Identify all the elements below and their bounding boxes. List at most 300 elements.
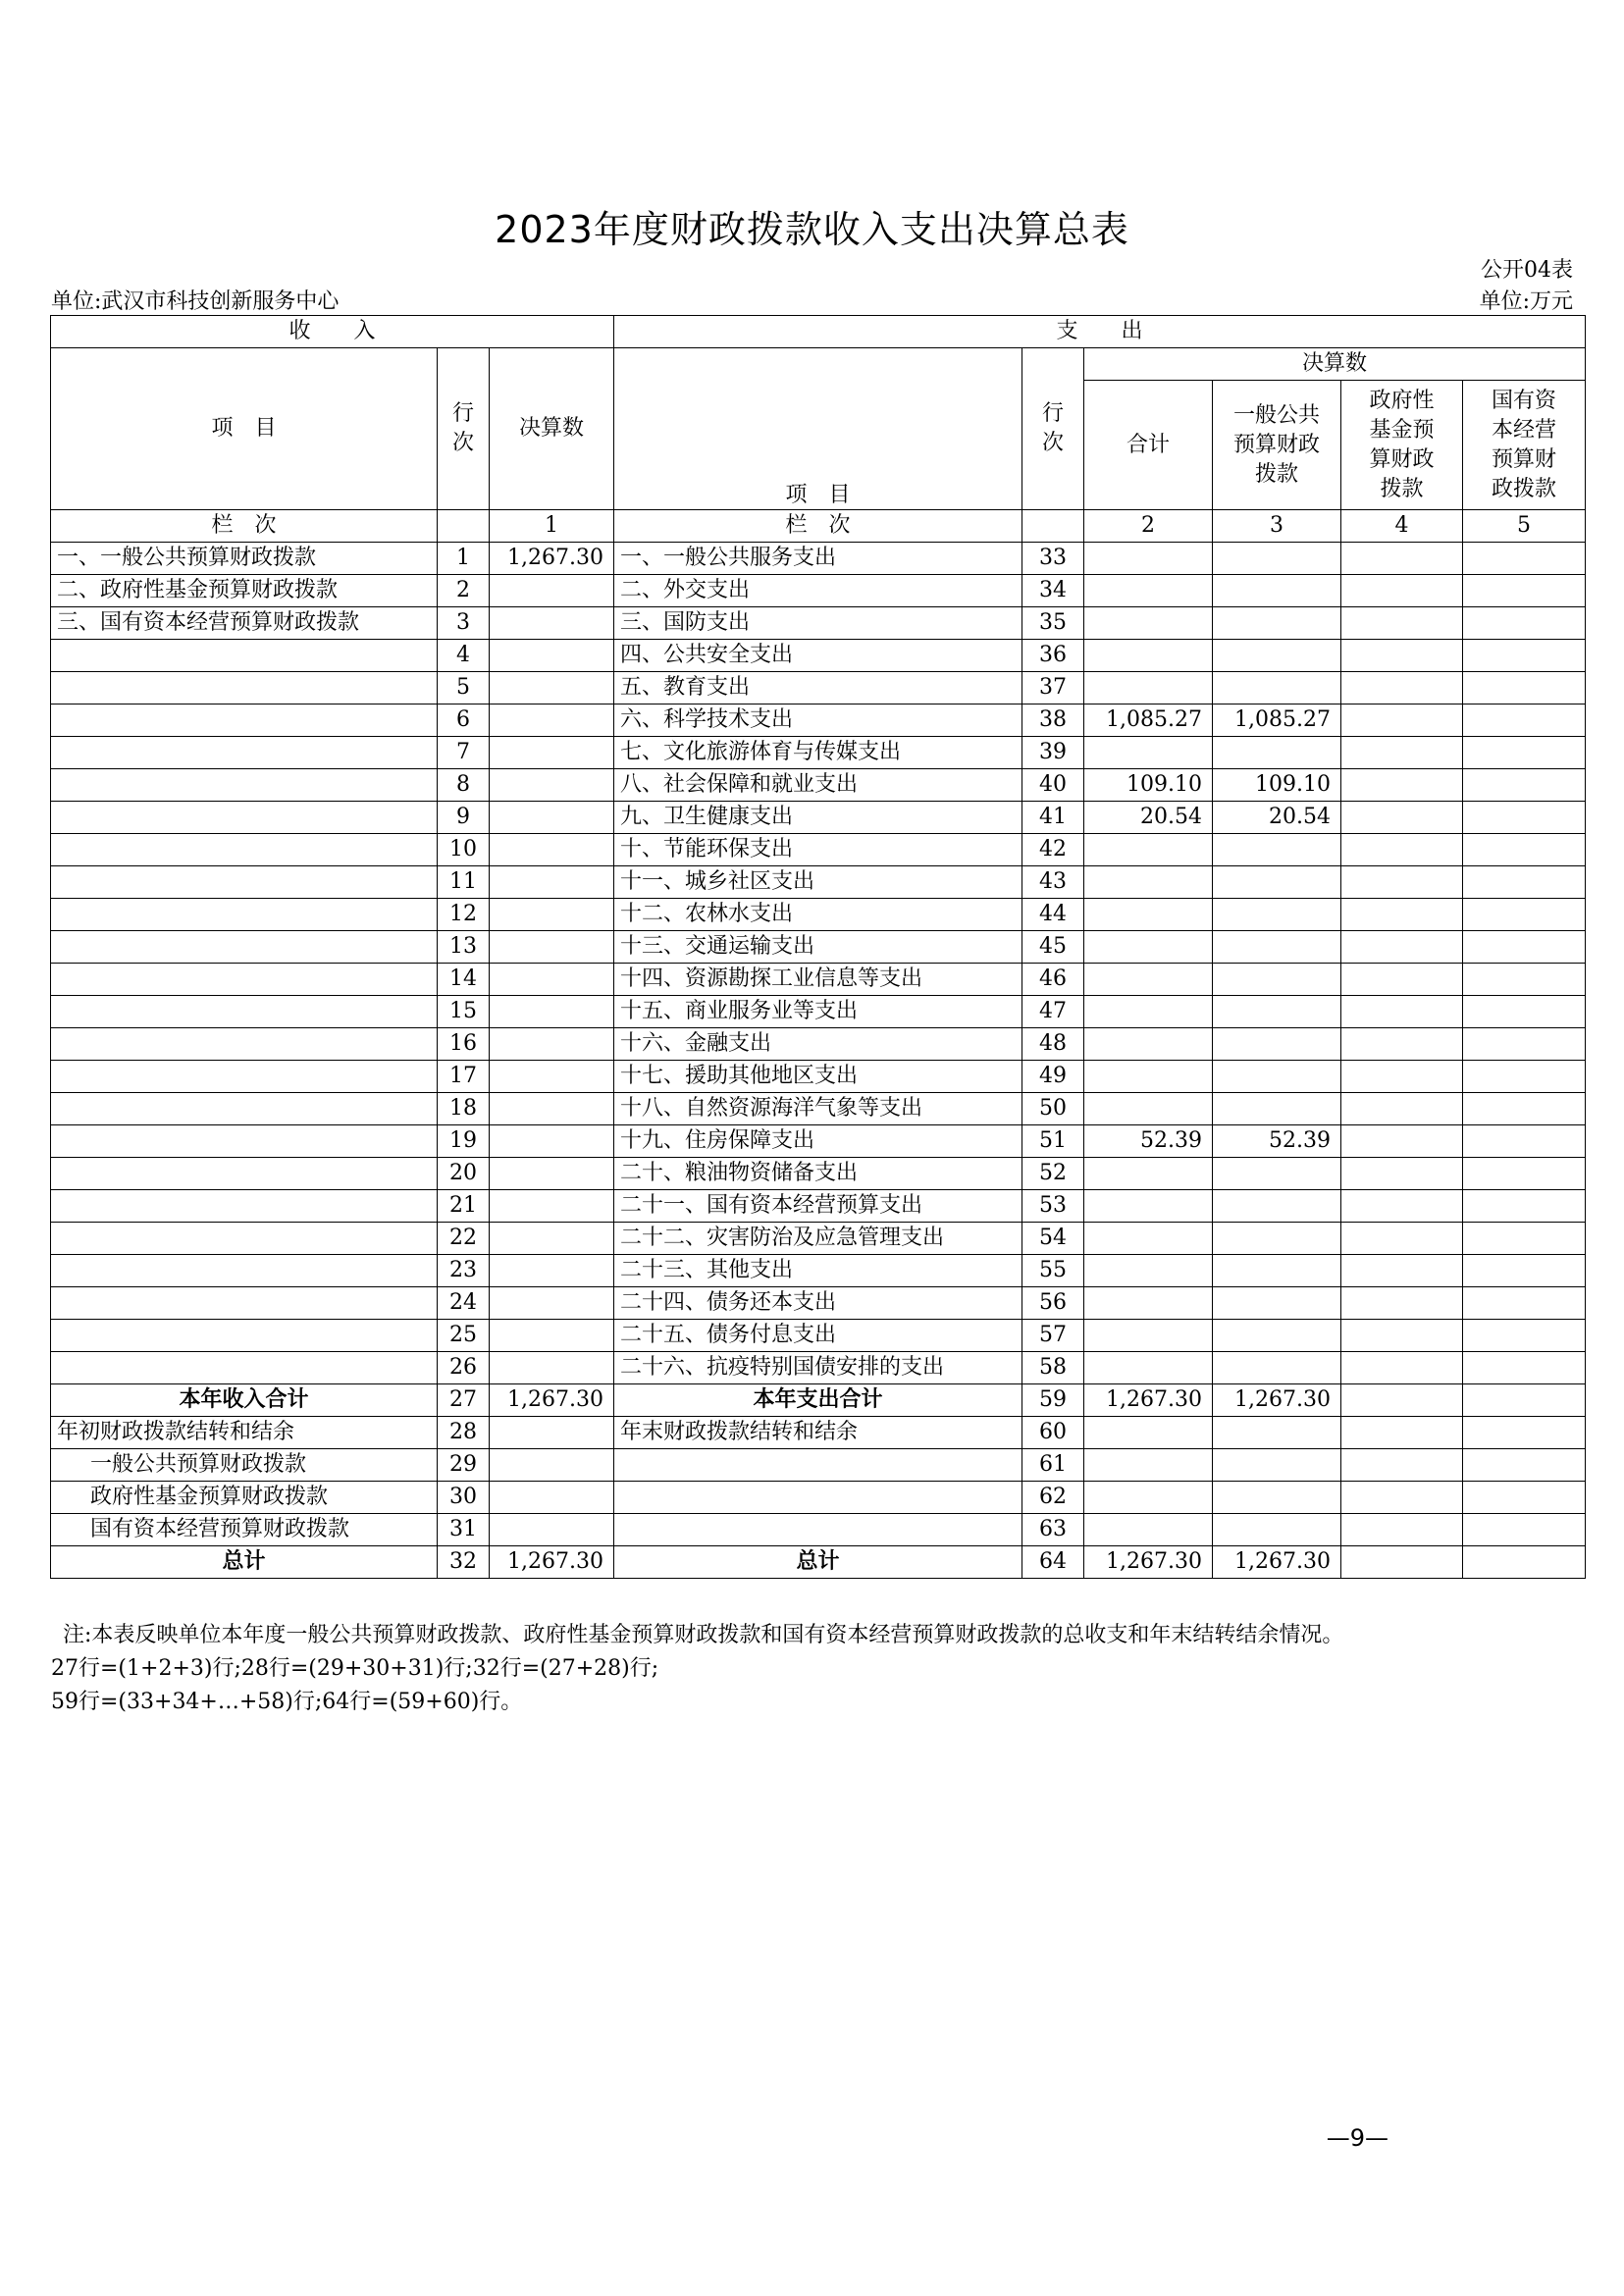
income-item-cell: [51, 1061, 438, 1093]
expense-soe-cell: [1463, 1255, 1586, 1287]
income-section-header: 收 入: [51, 316, 614, 348]
col-number-3: 3: [1213, 510, 1341, 543]
income-amount-cell: [490, 834, 614, 866]
income-amount-cell: [490, 607, 614, 640]
expense-soe-cell: [1463, 769, 1586, 802]
expense-line-cell: 54: [1022, 1223, 1084, 1255]
income-amount-cell: [490, 1223, 614, 1255]
expense-soe-cell: [1463, 1417, 1586, 1449]
income-line-cell: 8: [438, 769, 490, 802]
expense-general-cell: [1213, 1190, 1341, 1223]
income-line-cell: 27: [438, 1384, 490, 1417]
table-row: [51, 1061, 1586, 1093]
table-row: [51, 931, 1586, 964]
expense-item-cell: 十、节能环保支出: [614, 834, 1022, 866]
income-item-cell: [51, 899, 438, 931]
expense-line-header: 行次: [1022, 348, 1084, 510]
expense-general-cell: 109.10: [1213, 769, 1341, 802]
expense-item-cell: 二十、粮油物资储备支出: [614, 1158, 1022, 1190]
expense-item-cell: 八、社会保障和就业支出: [614, 769, 1022, 802]
table-row: [51, 737, 1586, 769]
expense-total-cell: [1084, 1028, 1213, 1061]
expense-general-cell: 1,267.30: [1213, 1546, 1341, 1579]
income-item-cell: [51, 769, 438, 802]
expense-soe-cell: [1463, 931, 1586, 964]
expense-line-cell: 55: [1022, 1255, 1084, 1287]
expense-item-cell: 二、外交支出: [614, 575, 1022, 607]
note-line: 27行=(1+2+3)行;28行=(29+30+31)行;32行=(27+28)行;: [51, 1656, 659, 1681]
total-column-header: 合计: [1084, 381, 1213, 510]
expense-general-cell: [1213, 672, 1341, 704]
expense-general-cell: [1213, 1223, 1341, 1255]
income-line-cell: 11: [438, 866, 490, 899]
expense-soe-cell: [1463, 1320, 1586, 1352]
expense-item-cell: 二十二、灾害防治及应急管理支出: [614, 1223, 1022, 1255]
income-amount-cell: [490, 1352, 614, 1384]
col-number-4: 4: [1341, 510, 1463, 543]
expense-total-cell: 1,085.27: [1084, 704, 1213, 737]
expense-total-cell: [1084, 672, 1213, 704]
expense-general-cell: 1,267.30: [1213, 1384, 1341, 1417]
income-amount-cell: [490, 1061, 614, 1093]
expense-line-cell: 50: [1022, 1093, 1084, 1125]
income-item-cell: 三、国有资本经营预算财政拨款: [51, 607, 438, 640]
income-amount-cell: [490, 672, 614, 704]
expense-fund-cell: [1341, 1482, 1463, 1514]
expense-line-cell: 49: [1022, 1061, 1084, 1093]
expense-line-cell: 44: [1022, 899, 1084, 931]
income-item-cell: [51, 1190, 438, 1223]
income-amount-cell: [490, 1514, 614, 1546]
income-line-cell: 26: [438, 1352, 490, 1384]
expense-fund-cell: [1341, 1061, 1463, 1093]
expense-fund-cell: [1341, 1352, 1463, 1384]
table-row: [51, 1287, 1586, 1320]
income-item-cell: [51, 737, 438, 769]
expense-total-cell: [1084, 575, 1213, 607]
income-line-cell: 20: [438, 1158, 490, 1190]
income-line-cell: 13: [438, 931, 490, 964]
expense-soe-cell: [1463, 640, 1586, 672]
income-line-cell: 15: [438, 996, 490, 1028]
expense-soe-cell: [1463, 866, 1586, 899]
summary-row: [51, 1546, 1586, 1579]
income-line-cell: 28: [438, 1417, 490, 1449]
page-number: —9—: [1326, 2124, 1388, 2152]
income-line-cell: 10: [438, 834, 490, 866]
expense-item-cell: 一、一般公共服务支出: [614, 543, 1022, 575]
income-line-cell: 25: [438, 1320, 490, 1352]
expense-item-cell: 七、文化旅游体育与传媒支出: [614, 737, 1022, 769]
income-line-cell: 6: [438, 704, 490, 737]
income-line-cell: 17: [438, 1061, 490, 1093]
expense-line-cell: 51: [1022, 1125, 1084, 1158]
expense-general-cell: [1213, 931, 1341, 964]
table-row: [51, 543, 1586, 575]
income-line-cell: 4: [438, 640, 490, 672]
expense-item-cell: 五、教育支出: [614, 672, 1022, 704]
expense-soe-cell: [1463, 1093, 1586, 1125]
expense-general-cell: [1213, 1255, 1341, 1287]
expense-line-cell: 59: [1022, 1384, 1084, 1417]
expense-total-cell: 52.39: [1084, 1125, 1213, 1158]
expense-line-cell: 57: [1022, 1320, 1084, 1352]
general-budget-column-header: 一般公共预算财政拨款: [1213, 381, 1341, 510]
income-amount-cell: [490, 769, 614, 802]
expense-soe-cell: [1463, 1482, 1586, 1514]
expense-fund-cell: [1341, 704, 1463, 737]
income-amount-cell: [490, 1449, 614, 1482]
expense-line-cell: 36: [1022, 640, 1084, 672]
expense-total-cell: [1084, 1158, 1213, 1190]
expense-general-cell: [1213, 1320, 1341, 1352]
expense-soe-cell: [1463, 672, 1586, 704]
income-line-cell: 2: [438, 575, 490, 607]
expense-total-cell: [1084, 1417, 1213, 1449]
expense-soe-cell: [1463, 1158, 1586, 1190]
expense-total-cell: [1084, 866, 1213, 899]
expense-total-cell: [1084, 996, 1213, 1028]
expense-item-cell: 六、科学技术支出: [614, 704, 1022, 737]
expense-line-cell: 34: [1022, 575, 1084, 607]
expense-fund-cell: [1341, 1287, 1463, 1320]
expense-soe-cell: [1463, 802, 1586, 834]
expense-line-cell: 63: [1022, 1514, 1084, 1546]
summary-row: [51, 1384, 1586, 1417]
expense-soe-cell: [1463, 1190, 1586, 1223]
expense-soe-cell: [1463, 899, 1586, 931]
expense-general-cell: [1213, 1417, 1341, 1449]
expense-total-cell: [1084, 899, 1213, 931]
expense-fund-cell: [1341, 737, 1463, 769]
income-item-cell: 总计: [51, 1546, 438, 1579]
expense-soe-cell: [1463, 575, 1586, 607]
col-number-2: 2: [1084, 510, 1213, 543]
note-line: 59行=(33+34+…+58)行;64行=(59+60)行。: [51, 1690, 523, 1714]
table-row: [51, 1093, 1586, 1125]
summary-row: [51, 1514, 1586, 1546]
income-item-cell: 政府性基金预算财政拨款: [51, 1482, 438, 1514]
income-item-cell: [51, 964, 438, 996]
expense-general-cell: [1213, 899, 1341, 931]
income-amount-cell: [490, 996, 614, 1028]
income-amount-cell: 1,267.30: [490, 1384, 614, 1417]
expense-soe-cell: [1463, 1223, 1586, 1255]
table-row: [51, 607, 1586, 640]
expense-total-cell: [1084, 1514, 1213, 1546]
income-item-cell: [51, 640, 438, 672]
summary-row: [51, 1417, 1586, 1449]
expense-soe-cell: [1463, 1449, 1586, 1482]
expense-total-cell: [1084, 1093, 1213, 1125]
income-item-cell: [51, 866, 438, 899]
expense-item-cell: 十六、金融支出: [614, 1028, 1022, 1061]
income-line-cell: 32: [438, 1546, 490, 1579]
income-item-cell: [51, 1158, 438, 1190]
expense-general-cell: [1213, 1028, 1341, 1061]
expense-fund-cell: [1341, 1546, 1463, 1579]
expense-item-cell: [614, 1449, 1022, 1482]
expense-line-cell: 39: [1022, 737, 1084, 769]
expense-item-cell: 十七、援助其他地区支出: [614, 1061, 1022, 1093]
income-amount-cell: [490, 802, 614, 834]
expense-fund-cell: [1341, 1514, 1463, 1546]
expense-line-cell: 64: [1022, 1546, 1084, 1579]
income-item-cell: 二、政府性基金预算财政拨款: [51, 575, 438, 607]
expense-line-cell: 35: [1022, 607, 1084, 640]
fund-budget-column-header: 政府性基金预算财政拨款: [1341, 381, 1463, 510]
income-line-cell: 21: [438, 1190, 490, 1223]
expense-total-cell: 1,267.30: [1084, 1546, 1213, 1579]
income-line-cell: 19: [438, 1125, 490, 1158]
form-number: 公开04表: [1481, 258, 1573, 283]
expense-soe-cell: [1463, 1546, 1586, 1579]
expense-general-cell: [1213, 1352, 1341, 1384]
income-item-header: 项 目: [51, 348, 438, 510]
expense-total-cell: [1084, 640, 1213, 672]
expense-general-cell: [1213, 607, 1341, 640]
expense-item-cell: 四、公共安全支出: [614, 640, 1022, 672]
currency-unit: 单位:万元: [1479, 289, 1573, 314]
expense-fund-cell: [1341, 834, 1463, 866]
income-line-cell: 7: [438, 737, 490, 769]
expense-total-cell: [1084, 1061, 1213, 1093]
income-item-cell: 一般公共预算财政拨款: [51, 1449, 438, 1482]
expense-item-cell: 二十三、其他支出: [614, 1255, 1022, 1287]
income-amount-cell: [490, 1125, 614, 1158]
income-item-cell: [51, 1028, 438, 1061]
expense-line-cell: 33: [1022, 543, 1084, 575]
expense-item-cell: 二十六、抗疫特别国债安排的支出: [614, 1352, 1022, 1384]
expense-general-cell: [1213, 543, 1341, 575]
expense-item-cell: 十一、城乡社区支出: [614, 866, 1022, 899]
expense-line-cell: 53: [1022, 1190, 1084, 1223]
income-amount-cell: [490, 964, 614, 996]
income-item-cell: [51, 1287, 438, 1320]
income-amount-cell: [490, 1287, 614, 1320]
col-label-blank: [438, 510, 490, 543]
expense-general-cell: 20.54: [1213, 802, 1341, 834]
income-item-cell: [51, 996, 438, 1028]
expense-general-cell: [1213, 575, 1341, 607]
expense-fund-cell: [1341, 769, 1463, 802]
expense-fund-cell: [1341, 1158, 1463, 1190]
expense-total-cell: [1084, 607, 1213, 640]
expense-fund-cell: [1341, 1223, 1463, 1255]
expense-total-cell: [1084, 931, 1213, 964]
income-amount-cell: [490, 1482, 614, 1514]
expense-fund-cell: [1341, 1320, 1463, 1352]
income-amount-cell: 1,267.30: [490, 543, 614, 575]
income-amount-cell: [490, 1417, 614, 1449]
income-item-cell: 一、一般公共预算财政拨款: [51, 543, 438, 575]
expense-item-cell: 十三、交通运输支出: [614, 931, 1022, 964]
income-item-cell: 国有资本经营预算财政拨款: [51, 1514, 438, 1546]
expense-general-cell: [1213, 1093, 1341, 1125]
table-row: [51, 575, 1586, 607]
expense-fund-cell: [1341, 1093, 1463, 1125]
income-line-cell: 9: [438, 802, 490, 834]
table-row: [51, 1125, 1586, 1158]
expense-item-cell: 二十四、债务还本支出: [614, 1287, 1022, 1320]
income-line-cell: 3: [438, 607, 490, 640]
revenue-expense-table: [50, 315, 1586, 1579]
expense-general-cell: [1213, 737, 1341, 769]
table-row: [51, 769, 1586, 802]
table-row: [51, 704, 1586, 737]
expense-total-cell: [1084, 1287, 1213, 1320]
income-amount-cell: [490, 899, 614, 931]
expense-total-cell: [1084, 1223, 1213, 1255]
table-row: [51, 640, 1586, 672]
income-amount-cell: [490, 1190, 614, 1223]
income-amount-cell: [490, 575, 614, 607]
expense-item-cell: 本年支出合计: [614, 1384, 1022, 1417]
income-item-cell: 年初财政拨款结转和结余: [51, 1417, 438, 1449]
table-notes: [51, 1619, 1344, 1719]
income-line-cell: 30: [438, 1482, 490, 1514]
income-item-cell: [51, 1320, 438, 1352]
expense-item-cell: 二十一、国有资本经营预算支出: [614, 1190, 1022, 1223]
table-row: [51, 1158, 1586, 1190]
expense-general-cell: [1213, 1287, 1341, 1320]
expense-soe-cell: [1463, 996, 1586, 1028]
expense-fund-cell: [1341, 640, 1463, 672]
expense-item-cell: [614, 1514, 1022, 1546]
expense-general-cell: [1213, 996, 1341, 1028]
expense-line-cell: 56: [1022, 1287, 1084, 1320]
expense-soe-cell: [1463, 1352, 1586, 1384]
income-amount-cell: [490, 931, 614, 964]
income-item-cell: [51, 834, 438, 866]
expense-total-cell: [1084, 1255, 1213, 1287]
expense-line-cell: 41: [1022, 802, 1084, 834]
table-row: [51, 996, 1586, 1028]
expense-soe-cell: [1463, 607, 1586, 640]
expense-line-cell: 38: [1022, 704, 1084, 737]
expense-general-cell: [1213, 834, 1341, 866]
expense-general-cell: [1213, 1158, 1341, 1190]
col-label-left: 栏 次: [51, 510, 438, 543]
income-line-cell: 18: [438, 1093, 490, 1125]
income-amount-header: 决算数: [490, 348, 614, 510]
expense-fund-cell: [1341, 866, 1463, 899]
expense-general-cell: [1213, 1482, 1341, 1514]
expense-item-cell: 九、卫生健康支出: [614, 802, 1022, 834]
expense-fund-cell: [1341, 1190, 1463, 1223]
expense-general-cell: [1213, 1061, 1341, 1093]
expense-fund-cell: [1341, 1384, 1463, 1417]
expense-total-cell: 20.54: [1084, 802, 1213, 834]
expense-item-cell: 十四、资源勘探工业信息等支出: [614, 964, 1022, 996]
expense-fund-cell: [1341, 1449, 1463, 1482]
expense-general-cell: 1,085.27: [1213, 704, 1341, 737]
expense-fund-cell: [1341, 931, 1463, 964]
income-amount-cell: [490, 640, 614, 672]
expense-general-cell: [1213, 1514, 1341, 1546]
expense-line-cell: 58: [1022, 1352, 1084, 1384]
table-row: [51, 1223, 1586, 1255]
expense-soe-cell: [1463, 1384, 1586, 1417]
expense-line-cell: 46: [1022, 964, 1084, 996]
expense-total-cell: 109.10: [1084, 769, 1213, 802]
expense-item-cell: [614, 1482, 1022, 1514]
expense-general-cell: [1213, 964, 1341, 996]
expense-fund-cell: [1341, 802, 1463, 834]
expense-total-cell: [1084, 834, 1213, 866]
expense-fund-cell: [1341, 575, 1463, 607]
expense-fund-cell: [1341, 672, 1463, 704]
table-row: [51, 964, 1586, 996]
expense-general-cell: [1213, 866, 1341, 899]
expense-soe-cell: [1463, 704, 1586, 737]
table-row: [51, 1320, 1586, 1352]
table-row: [51, 802, 1586, 834]
income-line-cell: 1: [438, 543, 490, 575]
expense-soe-cell: [1463, 1061, 1586, 1093]
table-row: [51, 672, 1586, 704]
expense-item-cell: 年末财政拨款结转和结余: [614, 1417, 1022, 1449]
expense-fund-cell: [1341, 1417, 1463, 1449]
expense-soe-cell: [1463, 1514, 1586, 1546]
expense-line-cell: 47: [1022, 996, 1084, 1028]
income-line-cell: 14: [438, 964, 490, 996]
note-line: 注:本表反映单位本年度一般公共预算财政拨款、政府性基金预算财政拨款和国有资本经营预算财政拨款的总收支和年末结转结余情况。: [63, 1623, 1344, 1647]
col-label-right: 栏 次: [614, 510, 1022, 543]
expense-general-cell: [1213, 1449, 1341, 1482]
expense-line-cell: 43: [1022, 866, 1084, 899]
income-item-cell: [51, 704, 438, 737]
expense-total-cell: 1,267.30: [1084, 1384, 1213, 1417]
col-label-blank: [1022, 510, 1084, 543]
expense-line-cell: 40: [1022, 769, 1084, 802]
expense-item-cell: 十二、农林水支出: [614, 899, 1022, 931]
page-title: 2023年度财政拨款收入支出决算总表: [495, 208, 1129, 251]
expense-soe-cell: [1463, 1028, 1586, 1061]
income-item-cell: [51, 672, 438, 704]
expense-fund-cell: [1341, 1125, 1463, 1158]
income-line-cell: 12: [438, 899, 490, 931]
income-item-cell: [51, 1125, 438, 1158]
income-item-cell: [51, 1352, 438, 1384]
expense-soe-cell: [1463, 737, 1586, 769]
expense-soe-cell: [1463, 834, 1586, 866]
expense-section-header: 支 出: [614, 316, 1586, 348]
expense-line-cell: 62: [1022, 1482, 1084, 1514]
expense-line-cell: 60: [1022, 1417, 1084, 1449]
income-line-cell: 23: [438, 1255, 490, 1287]
table-row: [51, 866, 1586, 899]
expense-total-cell: [1084, 1190, 1213, 1223]
budget-group-header: 决算数: [1084, 348, 1586, 381]
expense-line-cell: 45: [1022, 931, 1084, 964]
expense-general-cell: 52.39: [1213, 1125, 1341, 1158]
income-amount-cell: [490, 737, 614, 769]
expense-item-cell: 十八、自然资源海洋气象等支出: [614, 1093, 1022, 1125]
expense-soe-cell: [1463, 964, 1586, 996]
income-line-cell: 31: [438, 1514, 490, 1546]
expense-item-cell: 总计: [614, 1546, 1022, 1579]
income-line-cell: 29: [438, 1449, 490, 1482]
table-row: [51, 834, 1586, 866]
expense-soe-cell: [1463, 1287, 1586, 1320]
income-item-cell: 本年收入合计: [51, 1384, 438, 1417]
expense-line-cell: 61: [1022, 1449, 1084, 1482]
income-amount-cell: [490, 1158, 614, 1190]
expense-total-cell: [1084, 737, 1213, 769]
expense-line-cell: 48: [1022, 1028, 1084, 1061]
table-row: [51, 1028, 1586, 1061]
